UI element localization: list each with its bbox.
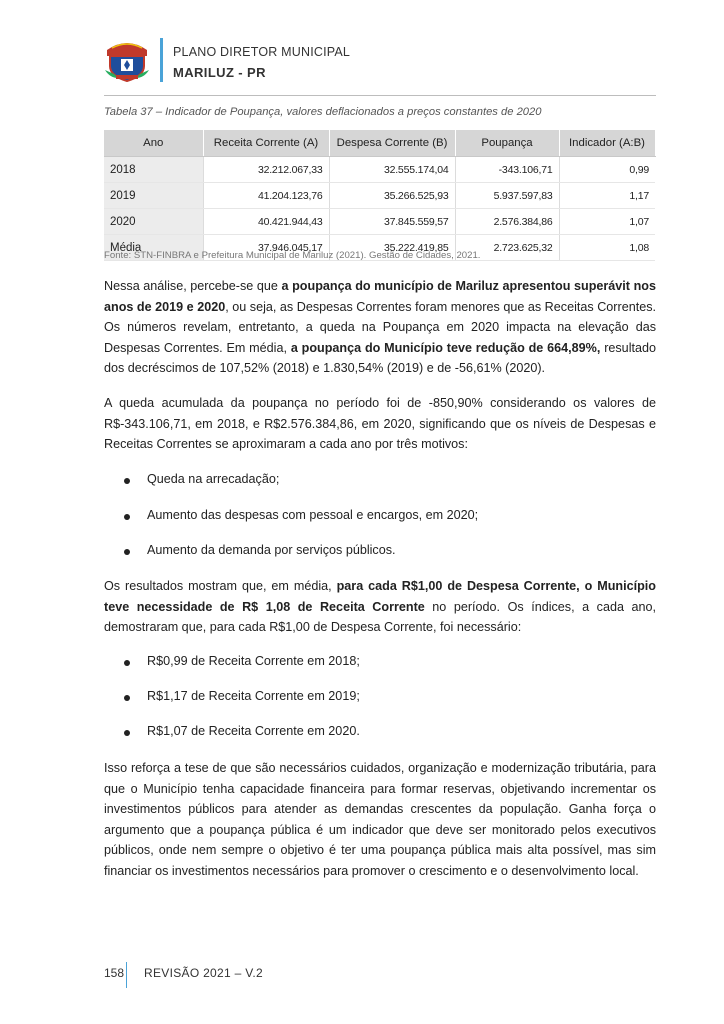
table-source: Fonte: STN-FINBRA e Prefeitura Municipal de Mariluz (2021). Gestão de Cidades, 2021. [104,250,481,261]
table-cell: 37.946.045,17 [203,235,329,261]
table-caption: Tabela 37 – Indicador de Poupança, valores deflacionados a preços constantes de 2020 [104,106,542,118]
list-item-text: R$1,17 de Receita Corrente em 2019; [147,689,360,703]
table-row [104,157,655,183]
paragraph-2: A queda acumulada da poupança no período foi de -850,90% considerando os valores de R$-343.106,71, em 2018, e R$2.576.384,86, em 2020, significando que os níveis de Despesas e Receitas Correntes se aproximaram a cada ano por três motivos: [104,396,656,452]
column-header: Poupança [455,130,559,157]
column-header: Indicador (A:B) [559,130,655,157]
column-header: Despesa Corrente (B) [329,130,455,157]
municipal-crest-icon [104,40,150,82]
text-span: , ou seja, as Despesas Correntes foram menores que as Receitas Correntes. Os números revelam, entretanto, a queda na Poupança em 2020 impacta na elevação das Despesas Correntes. Em média, [104,299,656,355]
list-item-text: Queda na arrecadação; [147,472,280,486]
table-cell: 2.723.625,32 [455,235,559,261]
revision-label: REVISÃO 2021 – V.2 [144,966,264,980]
text-span: no período. Os índices, a cada ano, demostraram que, para cada R$1,00 de Despesa Corrente, foi necessário: [104,599,656,635]
bullet-icon [124,514,130,520]
table-cell: 0,99 [559,157,655,183]
table-cell: 2018 [104,157,203,183]
table-cell: 5.937.597,83 [455,183,559,209]
text-span: Nessa análise, percebe-se que [104,279,282,293]
table-cell: 2.576.384,86 [455,209,559,235]
table-cell: 35.222.419,85 [329,235,455,261]
table-cell: 32.212.067,33 [203,157,329,183]
header-accent-bar [160,38,163,82]
table-cell: 2020 [104,209,203,235]
table-cell: 1,17 [559,183,655,209]
list-item-text: Aumento das despesas com pessoal e encargos, em 2020; [147,508,479,522]
table-cell: 35.266.525,93 [329,183,455,209]
paragraph-1 [104,276,656,379]
table-row [104,183,655,209]
paragraph-4: Isso reforça a tese de que são necessários cuidados, organização e modernização tributária, para que o Município tenha capacidade financeira para formar reservas, objetivando incrementar os investimentos públicos para atender as demandas crescentes da população. Ganha força o argumento que a poupança pública é um indicador que deve ser monitorado pelos executivos públicos, onde nem sempre o objetivo é ter uma poupança pública mais alta possível, mas sim financiar os investimentos necessários para promover o crescimento e o desenvolvimento local. [104,761,656,878]
table-cell: 1,08 [559,235,655,261]
bold-text: para cada R$1,00 de Despesa Corrente, o Município teve necessidade de R$ 1,08 de Receita Corrente [104,579,656,614]
page-number: 158 [104,966,125,980]
page-header [104,38,656,96]
list-item-text: R$0,99 de Receita Corrente em 2018; [147,654,360,668]
text-span: Os resultados mostram que, em média, [104,579,337,593]
document-title: PLANO DIRETOR MUNICIPAL [173,45,351,59]
table-cell: 40.421.944,43 [203,209,329,235]
savings-indicator-table [104,130,656,261]
table-cell: 2019 [104,183,203,209]
footer-accent-bar [126,962,127,988]
municipality-name: MARILUZ - PR [173,65,266,80]
bullet-icon [124,695,130,701]
paragraph-3 [104,576,656,638]
bold-text: a poupança do Município teve redução de 664,89%, [290,340,601,355]
table-row [104,209,655,235]
table-cell: -343.106,71 [455,157,559,183]
bullet-icon [124,730,130,736]
table-header-row [104,130,655,157]
bullet-icon [124,549,130,555]
table-cell: Média [104,235,203,261]
header-divider [104,95,656,96]
bullet-icon [124,660,130,666]
bold-text: a poupança do município de Mariluz apresentou superávit nos anos de 2019 e 2020 [104,279,656,314]
column-header: Ano [104,130,203,157]
table-cell: 1,07 [559,209,655,235]
table-cell: 41.204.123,76 [203,183,329,209]
list-item-text: Aumento da demanda por serviços públicos. [147,543,396,557]
table-cell: 37.845.559,57 [329,209,455,235]
table-cell: 32.555.174,04 [329,157,455,183]
column-header: Receita Corrente (A) [203,130,329,157]
bullet-icon [124,478,130,484]
text-span: resultado dos decréscimos de 107,52% (2018) e 1.830,54% (2019) e de -56,61% (2020). [104,340,656,376]
list-item-text: R$1,07 de Receita Corrente em 2020. [147,724,360,738]
